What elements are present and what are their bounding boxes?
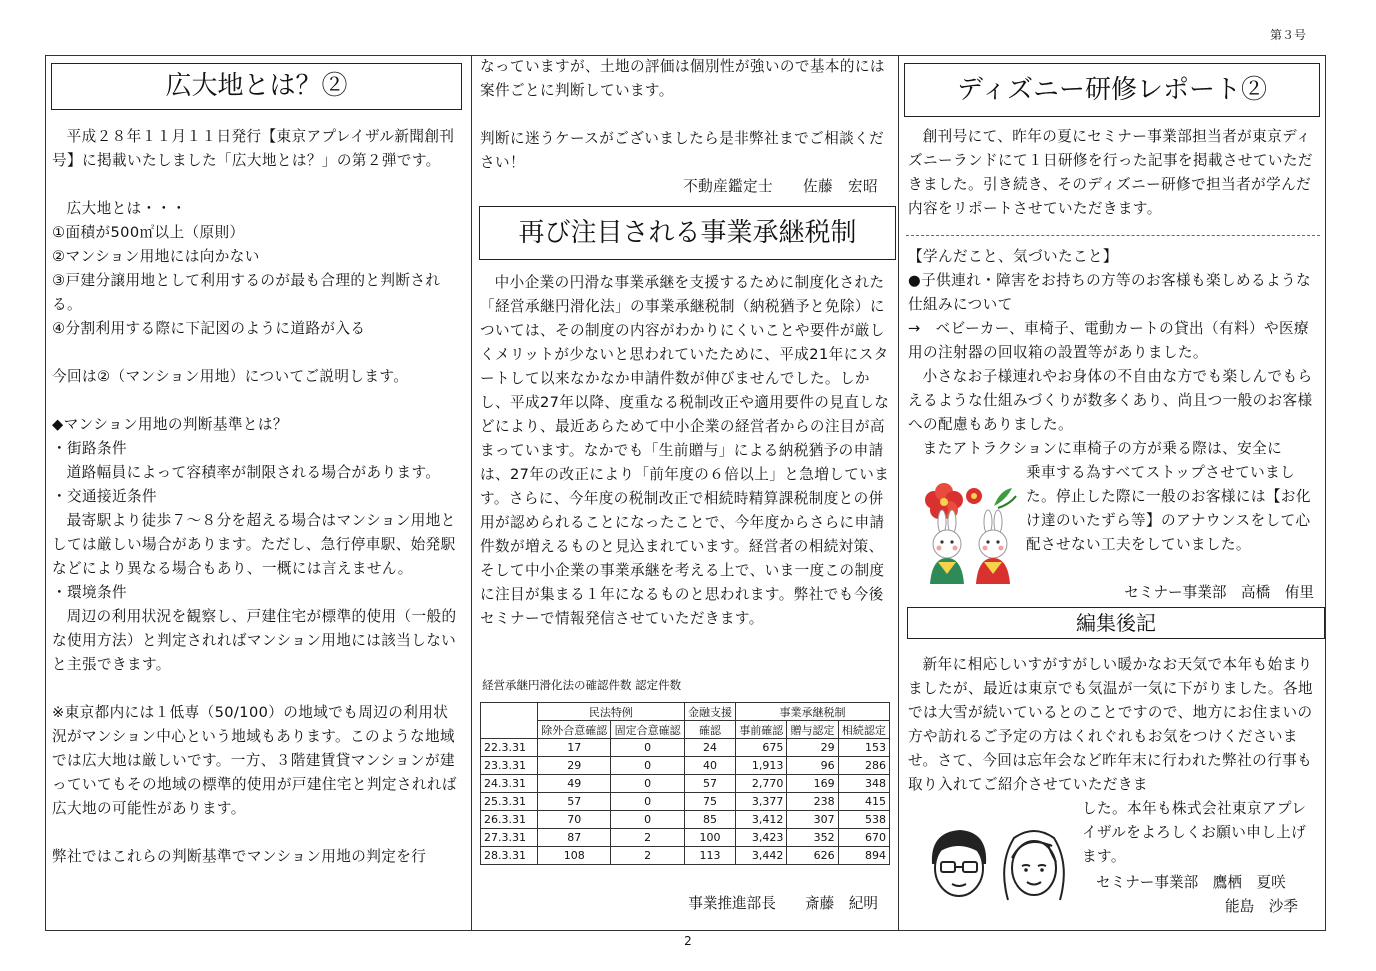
table-cell: 0 <box>611 739 684 757</box>
column-divider <box>471 55 472 931</box>
table-row <box>481 757 890 775</box>
signature: 能島 沙季 <box>1225 898 1298 915</box>
column-header: 除外合意確認 <box>538 721 611 739</box>
editor-note-cont <box>1082 797 1320 869</box>
closing-paragraph: 弊社ではこれらの判断基準でマンション用地の判定を行 <box>52 848 427 865</box>
signature: 事業推進部長 斎藤 紀明 <box>688 895 878 912</box>
table-cell: 2 <box>611 829 684 847</box>
table-cell: 100 <box>684 829 735 847</box>
table-cell: 17 <box>538 739 611 757</box>
article-succession-tax <box>480 271 890 631</box>
note-paragraph: ※東京都内には１低専（50/100）の地域でも周辺の利用状況がマンション中心という地域もあります。このような地域では広大地は厳しいです。一方、３階建賃貸マンションが建っていてもその地域の標準的使用が戸建住宅と判定されれば広大地の可能性があります。 <box>52 704 457 817</box>
criterion-text: 最寄駅より徒歩７～８分を超える場合はマンション用地としては厳しい場合があります。ただし、急行停車駅、始発駅などにより異なる場合もあり、一概には言えません。 <box>52 512 456 577</box>
criterion-label: ・交通接近条件 <box>52 488 157 505</box>
table-cell: 29 <box>787 739 838 757</box>
definition-heading: 広大地とは・・・ <box>66 200 187 217</box>
criterion-text: 道路幅員によって容積率が制限される場合があります。 <box>66 464 441 481</box>
article-title-succession-tax: 再び注目される事業承継税制 <box>479 206 896 260</box>
contact-paragraph: 判断に迷うケースがございましたら是非弊社までご相談ください！ <box>480 130 885 171</box>
article-disney-cont <box>1026 461 1320 557</box>
table-cell: 3,412 <box>736 811 787 829</box>
table-row <box>481 739 890 757</box>
table-cell: 23.3.31 <box>481 757 538 775</box>
table-cell: 75 <box>684 793 735 811</box>
table-cell: 26.3.31 <box>481 811 538 829</box>
table-cell: 348 <box>838 775 889 793</box>
table-cell: 307 <box>787 811 838 829</box>
table-cell: 169 <box>787 775 838 793</box>
column-header: 贈与認定 <box>787 721 838 739</box>
table-cell: 85 <box>684 811 735 829</box>
table-row <box>481 793 890 811</box>
definition-item: ④分割利用する際に下記図のように道路が入る <box>52 320 366 337</box>
table-cell: 49 <box>538 775 611 793</box>
body-paragraph: 中小企業の円滑な事業承継を支援するために制度化された「経営承継円滑化法」の事業承継税制（納税猶予と免除）については、その制度の内容がわかりにくいことや要件が厳しくメリットが少ないと思われていたために、平成21年にスタートして以来なかなか申請件数が伸びませんでした。しかし、平成27年以降、度重なる税制改正や適用要件の見直しなどにより、最近あらためて中小企業の経営者からの注目が高まっています。なかでも「生前贈与」による納税猶予の申請は、27年の改正により「前年度の６倍以上」と急増しています。さらに、今年度の税制改正で相続時精算課税制度との併用が認められることになったことで、今年度からさらに申請件数が増えるものと見込まれています。経営者の相続対策、そして中小企業の事業承継を考える上で、いま一度この制度に注目が集まる１年になるものと思われます。弊社でも今後セミナーで情報発信させていただきます。 <box>480 274 890 627</box>
intro-paragraph: 平成２８年１１月１１日発行【東京アプレイザル新聞創刊号】に掲載いたしました「広大地とは？」の第２弾です。 <box>52 128 455 169</box>
table-cell: 1,913 <box>736 757 787 775</box>
column-header: 固定合意確認 <box>611 721 684 739</box>
table-cell: 153 <box>838 739 889 757</box>
editor-paragraph: 新年に相応しいすがすがしい暖かなお天気で本年も始まりましたが、最近は東京でも気温が一気に下がりました。各地では大雪が続いているとのことですので、地方にお住まいの方や訪れるご予定の方はくれぐれもお気をつけくださいませ。さて、今回は忘年会など昨年末に行われた弊社の行事も取り入れてご紹介させていただきま <box>908 656 1313 793</box>
table-cell: 57 <box>538 793 611 811</box>
table-cell: 894 <box>838 847 889 865</box>
article-title-disney: ディズニー研修レポート② <box>904 63 1320 117</box>
table-cell: 675 <box>736 739 787 757</box>
table-cell: 2 <box>611 847 684 865</box>
table-cell: 3,423 <box>736 829 787 847</box>
topic-sentence: 今回は②（マンション用地）についてご説明します。 <box>52 368 409 385</box>
article-continued <box>480 55 890 199</box>
body-paragraph: 小さなお子様連れやお身体の不自由な方でも楽しんでもらえるような仕組みづくりが数多くあり、尚且つ一般のお客様への配慮もありました。 <box>908 368 1313 433</box>
table-cell: 3,377 <box>736 793 787 811</box>
learnings-heading: 【学んだこと、気づいたこと】 <box>908 248 1118 265</box>
body-paragraph: またアトラクションに車椅子の方が乗る際は、安全に <box>922 440 1283 457</box>
column-divider <box>898 55 899 931</box>
column-header: 事前確認 <box>736 721 787 739</box>
bunny-illustration <box>912 478 1022 590</box>
criterion-label: ・街路条件 <box>52 440 127 457</box>
criterion-text: 周辺の利用状況を観察し、戸建住宅が標準的使用（一般的な使用方法）と判定されればマンション用地には該当しないと主張できます。 <box>52 608 457 673</box>
table-cell: 29 <box>538 757 611 775</box>
editor-note-title: 編集後記 <box>907 607 1325 639</box>
intro-paragraph: 創刊号にて、昨年の夏にセミナー事業部担当者が東京ディズニーランドにて１日研修を行った記事を掲載させていただきました。引き続き、そのディズニー研修で担当者が学んだ内容をリポートさせていただきます。 <box>908 128 1313 217</box>
table-cell: 0 <box>611 775 684 793</box>
table-cell: 0 <box>611 793 684 811</box>
succession-stats-table <box>480 702 890 865</box>
table-cell: 352 <box>787 829 838 847</box>
article-kodaichi <box>52 125 462 869</box>
group-header: 金融支援 <box>684 703 735 721</box>
table-cell: 25.3.31 <box>481 793 538 811</box>
issue-number: 第３号 <box>1269 28 1306 42</box>
table-cell: 626 <box>787 847 838 865</box>
table-cell: 28.3.31 <box>481 847 538 865</box>
table-cell: 670 <box>838 829 889 847</box>
dotted-divider <box>906 235 1320 236</box>
staff-illustration <box>924 824 1074 904</box>
table-cell: 22.3.31 <box>481 739 538 757</box>
table-cell: 286 <box>838 757 889 775</box>
page-number: 2 <box>684 934 692 948</box>
table-cell: 538 <box>838 811 889 829</box>
article-disney <box>908 125 1320 221</box>
body-paragraph: 乗車する為すべてストップさせていました。停止した際に一般のお客様には【お化け達のいたずら等】のアナウンスをして心配させない工夫をしていました。 <box>1026 464 1311 553</box>
table-cell: 2,770 <box>736 775 787 793</box>
editor-note <box>908 653 1320 797</box>
table-cell: 0 <box>611 811 684 829</box>
signature: セミナー事業部 高橋 侑里 <box>1124 584 1314 601</box>
definition-item: ②マンション用地には向かない <box>52 248 260 265</box>
group-header: 事業承継税制 <box>736 703 890 721</box>
table-cell: 0 <box>611 757 684 775</box>
table-cell: 57 <box>684 775 735 793</box>
table-row <box>481 775 890 793</box>
signature: 不動産鑑定士 佐藤 宏昭 <box>683 178 878 195</box>
criterion-label: ・環境条件 <box>52 584 127 601</box>
group-header: 民法特例 <box>538 703 685 721</box>
bullet-point: ●子供連れ・障害をお持ちの方等のお客様も楽しめるような仕組みについて <box>908 272 1311 313</box>
table-cell: 113 <box>684 847 735 865</box>
table-row <box>481 847 890 865</box>
arrow-point: → ベビーカー、車椅子、電動カートの貸出（有料）や医療用の注射器の回収箱の設置等がありました。 <box>908 320 1310 361</box>
table-cell: 87 <box>538 829 611 847</box>
table-cell: 96 <box>787 757 838 775</box>
table-cell: 24.3.31 <box>481 775 538 793</box>
table-row <box>481 829 890 847</box>
criteria-heading: ◆マンション用地の判断基準とは？ <box>52 416 288 433</box>
signature: セミナー事業部 鷹栖 夏咲 <box>1096 874 1286 891</box>
table-cell: 238 <box>787 793 838 811</box>
column-header: 確認 <box>684 721 735 739</box>
article-disney-learnings <box>908 245 1320 461</box>
column-header: 相続認定 <box>838 721 889 739</box>
table-caption: 経営承継円滑化法の確認件数 認定件数 <box>482 678 682 692</box>
table-cell: 24 <box>684 739 735 757</box>
table-row <box>481 811 890 829</box>
definition-item: ③戸建分譲用地として利用するのが最も合理的と判断される。 <box>52 272 441 313</box>
definition-item: ①面積が500㎡以上（原則） <box>52 224 245 241</box>
table-cell: 27.3.31 <box>481 829 538 847</box>
table-cell: 108 <box>538 847 611 865</box>
table-cell: 415 <box>838 793 889 811</box>
continued-paragraph: なっていますが、土地の評価は個別性が強いので基本的には案件ごとに判断しています。 <box>480 58 885 99</box>
table-cell: 40 <box>684 757 735 775</box>
table-cell: 70 <box>538 811 611 829</box>
article-title-kodaichi: 広大地とは？② <box>51 63 462 110</box>
table-cell: 3,442 <box>736 847 787 865</box>
editor-paragraph: した。本年も株式会社東京アプレイザルをよろしくお願い申し上げます。 <box>1082 800 1307 865</box>
